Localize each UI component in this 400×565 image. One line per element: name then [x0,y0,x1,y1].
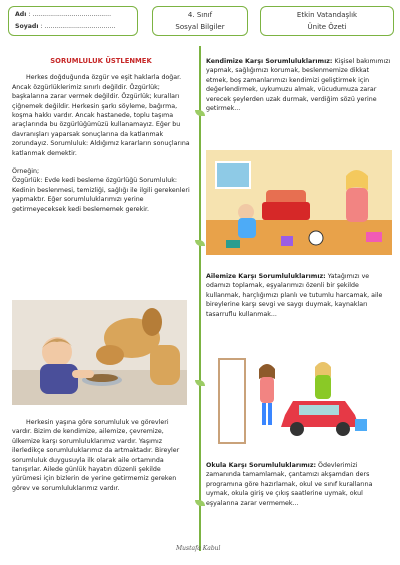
surname-blank: : .................................... [40,23,116,30]
family-text: Yatağımızı ve odamızı toplamak, eşyalarımızı özenli bir şekilde kullanmak, harçlığımızı planlı ve tutumlu harcamak, aile bireylerine karşı sevgi ve saygı duymak, kaynakları tasarruflu kullanmak... [206,273,383,318]
name-field [15,9,131,21]
name-label: Adı [15,11,27,18]
leaf-icon [195,500,205,506]
self-text: Kişisel bakımımızı yapmak, sağlığımızı korumak, beslenmemize dikkat etmek, boş zamanlarımızı kendimizi geliştirmek için değerlendirmek, uykumuzu almak, vücudumuza zarar verecek şeylerden uzak durmak, verdiğim sözü yerine getirmek... [206,58,391,113]
grade-subject-box [152,6,248,36]
student-info-box [8,6,138,36]
closing-paragraph: Herkesin yaşına göre sorumluluk ve görevleri vardır. Bizim de kendimize, ailemize, çevremize, ülkemize karşı sorumluluklarımız vardır. Yaşımız ilerledikçe sorumluluklarımız da artmaktadır. Bireyler sorumluluk duygusuyla ilk olarak aile ortamında tanışırlar. Ailede günlük hayatın düzenli şekilde yürümesi için bizlerin de yerine getirmemiz gereken görev ve sorumluluklarımız vardır. [12,419,180,492]
author-signature: Mustafa Kabul [176,545,221,552]
surname-label: Soyadı [15,23,39,30]
left-column-top [12,57,190,214]
section-title: SORUMLULUK ÜSTLENMEK [50,57,152,65]
example-label: Örneğin; [12,168,40,176]
column-divider [199,46,201,551]
leaf-icon [195,240,205,246]
example-paragraph: Özgürlük: Evde kedi besleme özgürlüğü Sorumluluk: Kedinin beslenmesi, temizliği, sağlığı ile ilgili gerekenleri yapmaktır. Eğer sorumluluklarımızı yerine getirmeyeceksek kedi beslememek gerekir. [12,177,190,213]
left-column-bottom [12,418,190,493]
family-section [206,272,392,319]
name-blank: : ........................................ [28,11,112,18]
school-title: Okula Karşı Sorumluluklarımız: [206,462,317,469]
leaf-icon [195,110,205,116]
intro-paragraph: Herkes doğduğunda özgür ve eşit haklarla doğar. Ancak özgürlüklerimiz sınırlı değildir. Özgürlük; başkalarına zarar vermek değildir. Özgürlük; kuralları çiğnemek değildir. Herkesin şarkı söyleme, bağırma, koşma hakkı vardır. Ancak hastanede, toplu taşıma araçlarında bu özgürlüğümüzü kullanamayız. Eğer bu davranışları yaparsak sonuçlarına da katlanmak zorundayız. Sorumluluk: Aldığımız kararların sonuçlarına katlanmak demektir. [12,74,190,157]
unit-box [260,6,394,36]
family-title: Ailemize Karşı Sorumluluklarımız: [206,273,326,280]
school-text: Ödevlerimizi zamanında tamamlamak, çantamızı akşamdan ders programına göre hazırlamak, okul ve sınıf kurallarına uymak, okula giriş ve çıkış saatlerine uymak, okul eşyalarına zarar vermemek... [206,462,373,507]
self-title: Kendimize Karşı Sorumluluklarımız: [206,58,333,65]
surname-field [15,21,131,33]
self-section [206,57,392,113]
unit-title: Etkin Vatandaşlık [296,11,358,19]
unit-summary-label: Ünite Özeti [307,23,347,31]
grade-label: 4. Sınıf [187,11,213,19]
leaf-icon [195,380,205,386]
family-washing-car-illustration [215,355,375,447]
messy-room-illustration [206,150,392,255]
child-feeding-dog-illustration [12,300,187,405]
subject-label: Sosyal Bilgiler [175,23,225,31]
school-section [206,461,392,508]
